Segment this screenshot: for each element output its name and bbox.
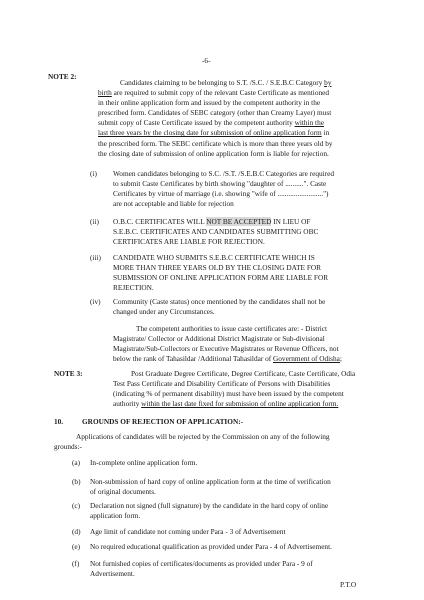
- rejection-item-e: No required educational qualification as provided under Para - 4 of Advertisement.: [90, 542, 332, 551]
- section-heading: GROUNDS OF REJECTION OF APPLICATION:-: [82, 417, 244, 426]
- rejection-item-b: Non-submission of hard copy of online application form at the time of verification of original documents.: [90, 477, 331, 497]
- note3-label: NOTE 3:: [54, 369, 83, 378]
- rejection-item-number: (b): [72, 477, 81, 486]
- note2-item-iv: Community (Caste status) once mentioned by the candidates shall not be changed under any Circumstances.: [113, 297, 326, 317]
- rejection-item-f: Not furnished copies of certificates/documents as provided under Para - 9 of Advertisement.: [90, 559, 313, 579]
- page-number: -6-: [202, 56, 211, 65]
- rejection-item-a: In-complete online application form.: [90, 458, 198, 467]
- competent-authorities-paragraph: The competent authorities to issue caste certificates are: - District Magistrate/ Collector or Additional District Magistrate or Sub-divisional Magistrate/Sub-Collectors or Executive Magistrates or Revenue Officers, not below the rank of Tahasildar /Additional Tahasildar of Government of Odisha;: [113, 324, 342, 364]
- note2-item-i: Women candidates belonging to S.C. /S.T. /S.E.B.C Categories are required to submit Caste Certificates by birth showing "daughter of ..........". Caste Certificates by virtue of marriage (i.e. showing "wife of .........................") are not acceptable and liable for rejection: [113, 169, 334, 209]
- section-number: 10.: [54, 417, 64, 426]
- highlighted-text: NOT BE ACCEPTED: [206, 217, 272, 226]
- pto-footer: P.T.O: [340, 580, 357, 589]
- note2-item-ii: O.B.C. CERTIFICATES WILL NOT BE ACCEPTED IN LIEU OF S.E.B.C. CERTIFICATES AND CANDIDATES SUBMITTING OBC CERTIFICATES ARE LIABLE FOR REJECTION.: [113, 217, 319, 247]
- note2-item-number: (ii): [90, 217, 99, 226]
- note2-item-number: (iii): [90, 253, 101, 262]
- rejection-item-number: (a): [72, 458, 81, 467]
- rejection-item-number: (c): [72, 501, 81, 510]
- note2-item-iii: CANDIDATE WHO SUBMITS S.E.B.C CERTIFICATE WHICH IS MORE THAN THREE YEARS OLD BY THE CLOSING DATE FOR SUBMISSION OF ONLINE APPLICATION FORM ARE LIABLE FOR REJECTION.: [113, 253, 329, 293]
- note3-paragraph: Post Graduate Degree Certificate, Degree Certificate, Caste Certificate, Odia Test Pass Certificate and Disability Certificate of Persons with Disabilities (indicating % of permanent disability) must have been issued by the competent authority within the last date fixed for submission of online application form.: [113, 369, 356, 409]
- rejection-item-number: (d): [72, 527, 81, 536]
- rejection-item-number: (f): [72, 559, 80, 568]
- note2-label: NOTE 2:: [48, 72, 77, 81]
- rejection-item-c: Declaration not signed (full signature) by the candidate in the hard copy of online application form.: [90, 501, 329, 521]
- note2-item-number: (i): [90, 169, 97, 178]
- section10-intro: Applications of candidates will be rejected by the Commission on any of the following grounds:-: [54, 432, 330, 452]
- note2-paragraph: Candidates claiming to be belonging to S.T. /S.C. / S.E.B.C Category by birth are required to submit copy of the relevant Caste Certificate as mentioned in their online application form and issued by the competent authority in the prescribed form. Candidates of SEBC category (other than Creamy Layer) must submit copy of Caste Certificate issued by the competent authority within the last three years by the closing date for submission of online application form in the prescribed form. The SEBC certificate which is more than three years old by the closing date of submission of online application form is liable for rejection.: [98, 78, 333, 158]
- rejection-item-d: Age limit of candidate not coming under Para - 3 of Advertisement: [90, 527, 286, 536]
- rejection-item-number: (e): [72, 542, 81, 551]
- note2-item-number: (iv): [90, 297, 101, 306]
